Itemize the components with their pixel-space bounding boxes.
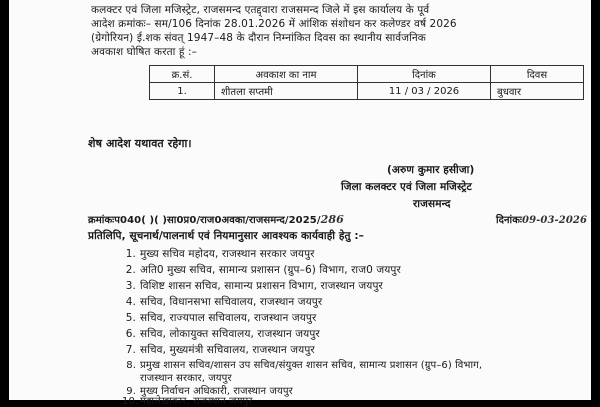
reference-number (88, 212, 344, 226)
list-item: 7. सचिव, मुख्यमंत्री सचिवालय, राजस्थान जयपुर (125, 344, 315, 356)
holiday-table (149, 65, 584, 100)
copy-to-heading: प्रतिलिपि, सूचनार्थ/पालनार्थ एवं नियमानुसार आवश्यक कार्यवाही हेतु :– (88, 230, 365, 242)
list-item: 5. सचिव, राज्यपाल सचिवालय, राजस्थान जयपुर (125, 312, 317, 324)
list-item: 8. प्रमुख शासन सचिव/शासन उप सचिव/संयुक्त शासन सचिव, सामान्य प्रशासन (ग्रुप–6) विभाग, (126, 360, 483, 371)
intro-line-2: आदेश क्रमांकः– सम/106 दिनांक 28.01.2026 में आंशिक संशोधन कर कलेण्डर वर्ष 2026 (91, 18, 457, 30)
table-header-holiday-name: अवकाश का नाम (215, 66, 358, 83)
reference-number-printed: क्रमांकःप040( )( )सा0प्र0/राज0अवका/राजसमन्द/2025/ (88, 215, 321, 226)
table-row (150, 83, 584, 100)
table-header-serial: क्र.सं. (150, 66, 215, 83)
table-header-date: दिनांक (358, 66, 491, 83)
intro-line-4: अवकाश घोषित करता हूं :– (91, 46, 197, 58)
remaining-order-text: शेष आदेश यथावत रहेगा। (88, 137, 192, 150)
intro-line-1: कलक्टर एवं जिला मजिस्ट्रेट, राजसमन्द एतद्द्वारा राजसमन्द जिले में इस कार्यालय के पूर्व (91, 4, 430, 16)
table-header-day: दिवस (491, 66, 584, 83)
intro-line-3: (ग्रेगोरियन) ई.शक संवत् 1947–48 के दौरान निम्नांकित दिवस का स्थानीय सार्वजनिक (91, 32, 426, 44)
document-page (9, 0, 591, 407)
list-item: 6. सचिव, लोकायुक्त सचिवालय, राजस्थान जयपुर (125, 328, 320, 340)
list-item: 9. मुख्य निर्वाचन अधिकारी, राजस्थान जयपुर (126, 386, 293, 397)
signatory-designation: जिला कलक्टर एवं जिला मजिस्ट्रेट (341, 181, 472, 193)
table-header-row (150, 66, 584, 83)
reference-date (496, 212, 587, 226)
list-item: 3. विशिष्ट शासन सचिव, सामान्य प्रशासन विभाग, राजस्थान जयपुर (125, 280, 383, 292)
list-item: 4. सचिव, विधानसभा सचिवालय, राजस्थान जयपुर (125, 296, 323, 308)
table-cell-day: बुधवार (491, 83, 584, 100)
reference-date-handwritten: 09-03-2026 (522, 215, 588, 226)
table-cell-holiday-name: शीतला सप्तमी (215, 83, 358, 100)
table-cell-serial: 1. (150, 83, 215, 100)
list-item: 1. मुख्य सचिव महोदय, राजस्थान सरकार जयपुर (125, 248, 315, 260)
signatory-name: (अरुण कुमार हसीजा) (387, 164, 475, 176)
list-item: 2. अति0 मुख्य सचिव, सामान्य प्रशासन (ग्रुप–6) विभाग, राज0 जयपुर (125, 264, 401, 276)
table-cell-date: 11 / 03 / 2026 (358, 83, 491, 100)
reference-date-label: दिनांकः (496, 215, 523, 226)
list-item: राजस्थान सरकार, जयपुर (140, 373, 232, 384)
signatory-place: राजसमन्द (413, 198, 451, 210)
reference-number-handwritten: 286 (320, 213, 344, 226)
list-item: 10. महालेखाकार, राजस्थान जयपुर (122, 396, 253, 407)
